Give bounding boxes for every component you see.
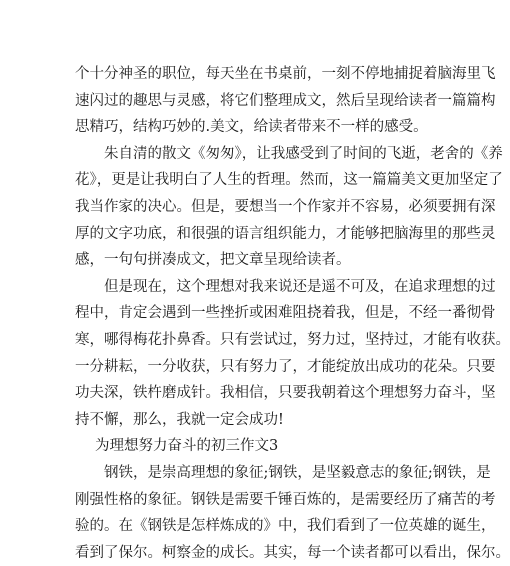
text-line: 寒，哪得梅花扑鼻香。只有尝试过，努力过，坚持过，才能有收获。 [75, 331, 510, 348]
text-line: 看到了保尔。柯察金的成长。其实，每一个读者都可以看出，保尔。 [75, 544, 510, 561]
paragraph-2 [75, 141, 503, 274]
text-line: 但是现在，这个理想对我来说还是遥不可及，在追求理想的过 [104, 278, 496, 295]
text-line: 钢铁，是崇高理想的象征;钢铁，是坚毅意志的象征;钢铁，是 [104, 464, 491, 481]
document-body [75, 61, 510, 566]
text-line: 朱自清的散文《匆匆》，让我感受到了时间的飞逝，老舍的《养 [104, 145, 503, 162]
text-line: 速闪过的趣思与灵感，将它们整理成文，然后呈现给读者一篇篇构 [75, 92, 496, 109]
text-line: 我当作家的决心。但是，要想当一个作家并不容易，必须要拥有深 [75, 198, 496, 215]
text-line: 厚的文字功底，和很强的语言组织能力，才能够把脑海里的那些灵 [75, 225, 496, 242]
paragraph-3 [75, 274, 510, 434]
text-line: 功夫深，铁杵磨成针。我相信，只要我朝着这个理想努力奋斗，坚 [75, 385, 496, 402]
paragraph-4 [75, 460, 510, 566]
text-line: 感，一句句拼凑成文，把文章呈现给读者。 [75, 252, 351, 269]
section-heading: 为理想努力奋斗的初三作文3 [95, 438, 279, 455]
text-line: 花》，更是让我明白了人生的哲理。然而，这一篇篇美文更加坚定了 [75, 172, 503, 189]
text-line: 思精巧，结构巧妙的.美文，给读者带来不一样的感受。 [75, 119, 428, 136]
paragraph-1 [75, 61, 496, 141]
text-line: 一分耕耘，一分收获，只有努力了，才能绽放出成功的花朵。只要 [75, 358, 496, 375]
text-line: 程中，肯定会遇到一些挫折或困难阻挠着我，但是，不经一番彻骨 [75, 305, 496, 322]
text-line: 验的。在《钢铁是怎样炼成的》中，我们看到了一位英雄的诞生， [75, 518, 496, 535]
text-line: 持不懈，那么，我就一定会成功! [75, 411, 284, 428]
text-line: 刚强性格的象征。钢铁是需要千锤百炼的，是需要经历了痛苦的考 [75, 491, 496, 508]
text-line: 个十分神圣的职位，每天坐在书桌前，一刻不停地捕捉着脑海里飞 [75, 66, 496, 82]
